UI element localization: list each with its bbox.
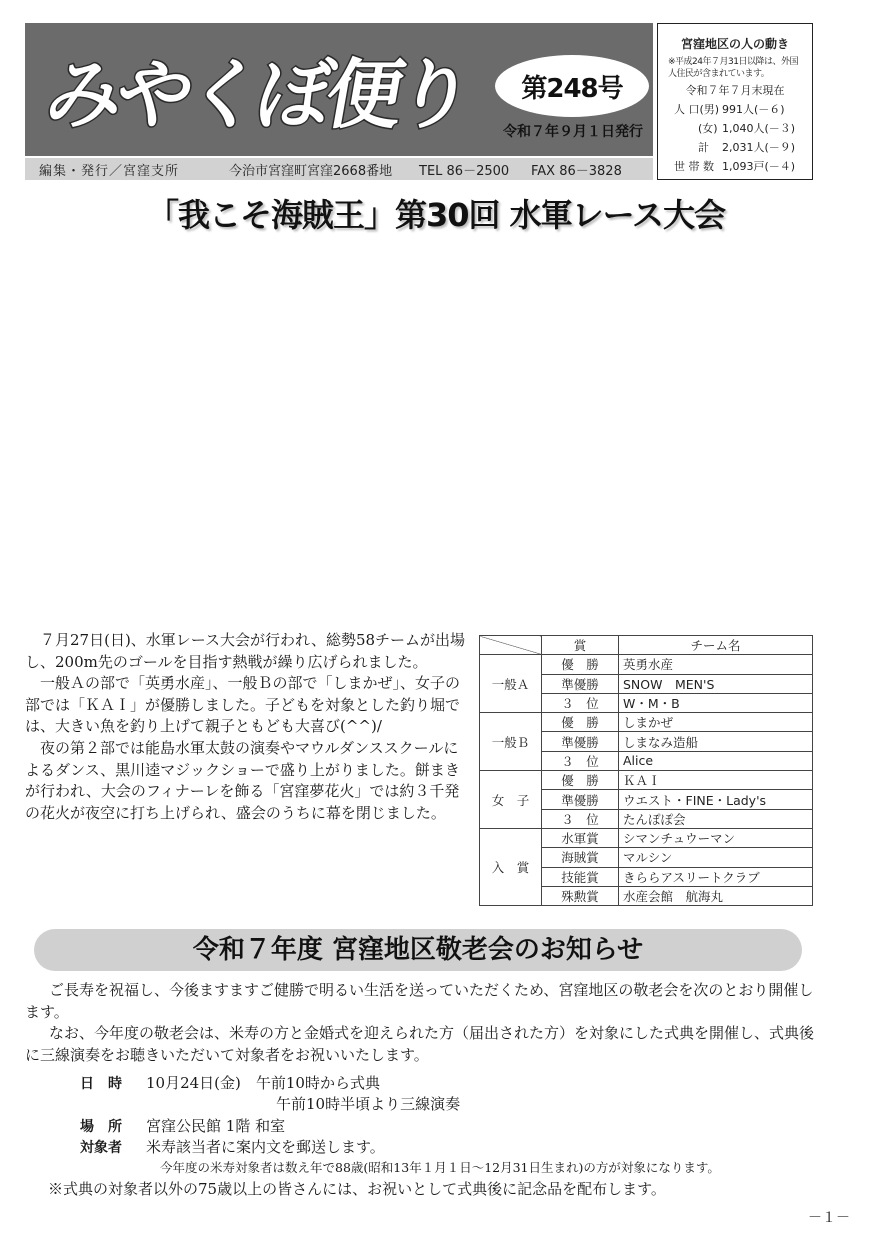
prize-cell: ３ 位 [542,751,619,770]
team-cell: ＫＡＩ [619,771,813,790]
group-name: 女 子 [480,771,542,829]
prize-cell: 海賊賞 [542,848,619,867]
prize-cell: 技能賞 [542,867,619,886]
detail-datetime [80,1073,380,1094]
detail-value: 10月24日(金) 午前10時から式典 [146,1074,380,1092]
detail-value: 米寿該当者に案内文を郵送します。 [146,1138,385,1156]
publisher-tel: TEL 86－2500 [419,163,510,179]
team-cell: 水産会館 航海丸 [619,886,813,905]
issue-date: 令和７年９月１日発行 [503,124,643,140]
table-row [480,771,813,790]
population-as-of: 令和７年７月末現在 [685,84,785,97]
race-paragraph: ７月27日(日)、水軍レース大会が行われ、総勢58チームが出場し、200m先のゴールを目指す熱戦が繰り広げられました。 [25,631,466,671]
issue-number: 第248号 [495,55,649,117]
publisher-info-bar [25,158,653,180]
race-paragraph: 一般Ａの部で「英勇水産」、一般Ｂの部で「しまかぜ」、女子の部では「ＫＡＩ」が優勝しました。子どもを対象とした釣り堀では、大きい魚を釣り上げて親子ともども大喜び(^^)/ [25,674,461,736]
table-row [480,713,813,732]
page-number: －１－ [808,1210,850,1226]
publisher-fax: FAX 86－3828 [531,163,622,179]
population-note: ※平成24年７月31日以降は、外国人住民が含まれています。 [668,57,798,79]
team-cell: しまなみ造船 [619,732,813,751]
population-row-households [658,158,812,177]
population-value: 1,093戸(－４) [722,160,796,173]
prize-cell: 準優勝 [542,674,619,693]
keirokai-banner: 令和７年度 宮窪地区敬老会のお知らせ [34,929,802,971]
team-cell: きららアスリートクラブ [619,867,813,886]
team-cell: しまかぜ [619,713,813,732]
race-paragraph: 夜の第２部では能島水軍太鼓の演奏やマウルダンススクールによるダンス、黒川逵マジックショーで盛り上がりました。餅まきが行われ、大会のフィナーレを飾る「宮窪夢花火」では約３千発の花火が夜空に打ち上げられ、盛会のうちに幕を閉じました。 [25,738,460,822]
table-header-row [480,636,813,655]
population-box [657,23,813,180]
table-corner-cell [480,636,542,655]
team-cell: Alice [619,751,813,770]
population-row-female [658,120,812,139]
prize-cell: 水軍賞 [542,828,619,847]
team-cell: ウエスト・FINE・Lady's [619,790,813,809]
prize-cell: ３ 位 [542,809,619,828]
team-cell: SNOW MEN'S [619,674,813,693]
team-cell: シマンチュウーマン [619,828,813,847]
target-note: 今年度の米寿対象者は数え年で88歳(昭和13年１月１日～12月31日生まれ)の方が対象になります。 [160,1160,720,1175]
population-value: 991人(－６) [722,103,785,116]
group-name: 一般Ｂ [480,713,542,771]
population-title: 宮窪地区の人の動き [680,37,789,51]
notice-paragraph: なお、今年度の敬老会は、米寿の方と金婚式を迎えられた方（届出された方）を対象にした式典を開催し、式典後に三線演奏をお聴きいただいて対象者をお祝いいたします。 [25,1024,815,1064]
prize-cell: 優 勝 [542,713,619,732]
detail-target [80,1137,385,1158]
team-cell: マルシン [619,848,813,867]
publisher-name: 編集・発行／宮窪支所 [39,163,180,179]
population-label: 計 [698,141,709,154]
table-row [480,655,813,674]
team-cell: 英勇水産 [619,655,813,674]
detail-label: 日 時 [80,1076,122,1092]
results-table [479,635,813,906]
detail-value: 宮窪公民館 1階 和室 [146,1117,286,1135]
prize-header: 賞 [542,636,619,655]
team-header: チーム名 [619,636,813,655]
detail-place [80,1116,285,1137]
race-headline: 「我こそ海賊王」第30回 水軍レース大会 [146,196,726,234]
population-label: 人 口(男) [674,103,720,116]
population-label: 世 帯 数 [674,160,714,173]
population-value: 2,031人(－９) [722,141,796,154]
race-article [25,630,466,824]
masthead [25,23,653,156]
publisher-address: 今治市宮窪町宮窪2668番地 [229,163,393,179]
newsletter-title: みやくぼ便り [39,50,475,139]
group-name: 一般Ａ [480,655,542,713]
team-cell: W・M・B [619,693,813,712]
keirokai-notice [25,980,815,1066]
prize-cell: ３ 位 [542,693,619,712]
prize-cell: 優 勝 [542,771,619,790]
population-row-total [658,139,812,158]
population-label: (女) [698,122,718,135]
table-row [480,828,813,847]
population-row-male [658,101,812,120]
detail-label: 対象者 [80,1140,122,1156]
group-name: 入 賞 [480,828,542,905]
team-cell: たんぽぽ会 [619,809,813,828]
prize-cell: 準優勝 [542,732,619,751]
prize-cell: 殊勲賞 [542,886,619,905]
prize-cell: 優 勝 [542,655,619,674]
population-value: 1,040人(－３) [722,122,796,135]
detail-label: 場 所 [80,1119,122,1135]
detail-datetime-2: 午前10時半頃より三線演奏 [276,1095,461,1113]
notice-paragraph: ご長寿を祝福し、今後ますますご健勝で明るい生活を送っていただくため、宮窪地区の敬老会を次のとおり開催します。 [25,981,814,1021]
footnote: ※式典の対象者以外の75歳以上の皆さんには、お祝いとして式典後に記念品を配布します。 [48,1180,666,1198]
prize-cell: 準優勝 [542,790,619,809]
